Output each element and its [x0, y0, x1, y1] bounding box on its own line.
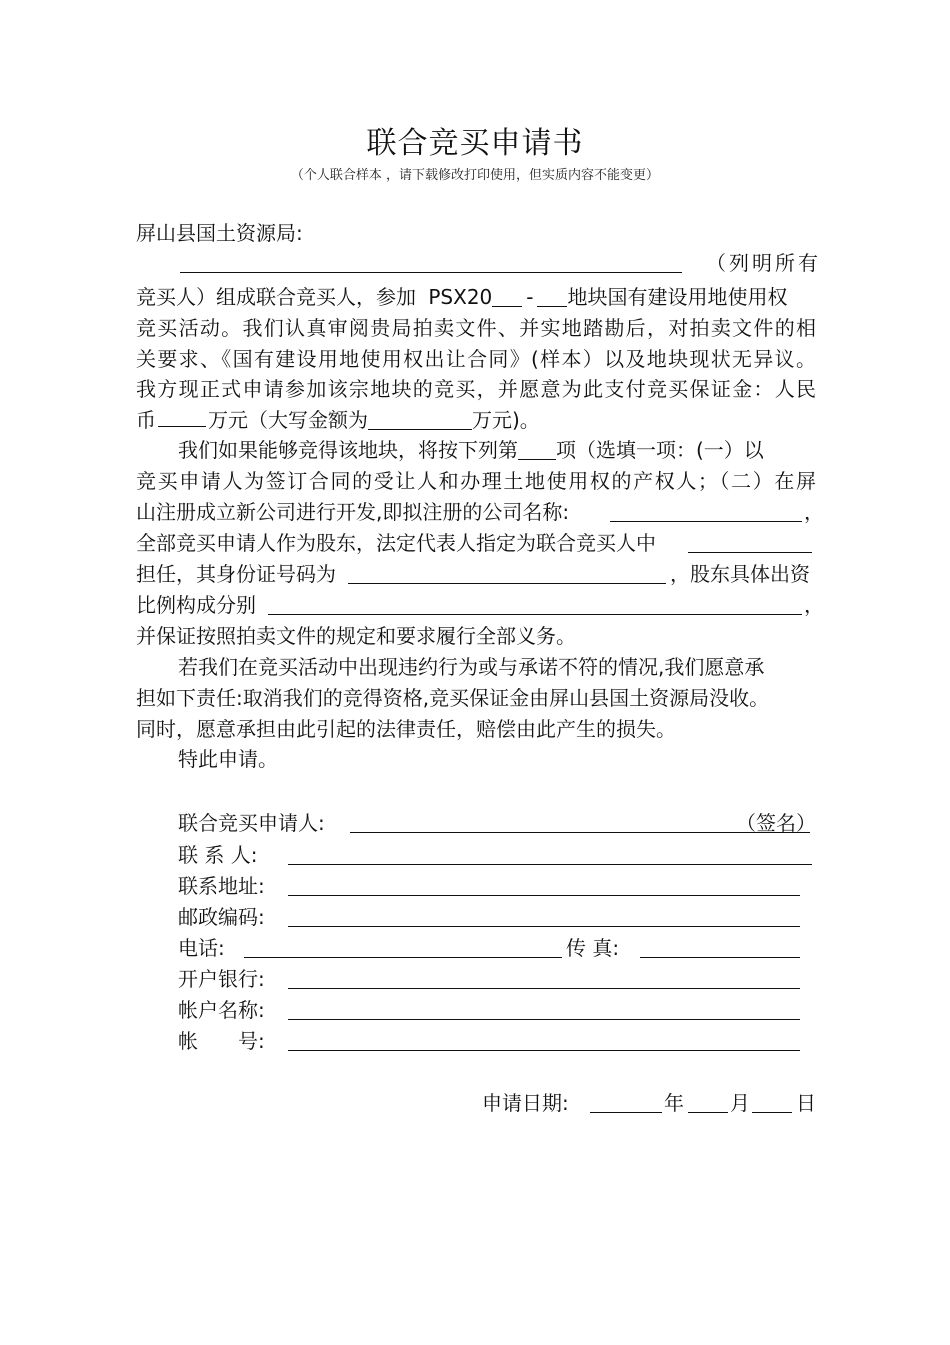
para1-l1-end: （列明所有	[706, 251, 821, 275]
option-choice-blank[interactable]	[518, 437, 556, 460]
account-no-label: 帐 号:	[178, 1029, 265, 1053]
para1-l2-a: 竞买人）组成联合竞买人，参加	[136, 285, 416, 309]
month-label: 月	[730, 1091, 750, 1115]
para3-line2: 担如下责任:取消我们的竞得资格,竞买保证金由屏山县国土资源局没收。	[136, 686, 770, 710]
para2-line5	[136, 559, 816, 589]
address-label: 联系地址:	[178, 874, 265, 898]
para1-line4: 关要求、《国有建设用地使用权出让合同》(样本）以及地块现状无异议。	[136, 347, 816, 371]
contact-label: 联 系 人:	[178, 843, 258, 867]
para2-l6-a: 比例构成分别	[136, 593, 256, 617]
para2-l5-a: 担任，其身份证号码为	[136, 562, 336, 586]
para1-line2	[136, 282, 816, 312]
phone-field[interactable]	[244, 957, 562, 958]
para1-l6-c: 万元)。	[472, 408, 540, 432]
para2-l3-b: ，	[804, 500, 824, 524]
para1-line5: 我方现正式申请参加该宗地块的竞买，并愿意为此支付竞买保证金：人民	[136, 377, 816, 401]
account-name-field[interactable]	[288, 1019, 800, 1020]
deposit-amount-blank[interactable]	[158, 404, 206, 427]
para1-l6-a: 币	[136, 408, 156, 432]
plot-code-year-blank[interactable]	[492, 284, 522, 307]
address-field[interactable]	[288, 895, 800, 896]
month-field[interactable]	[688, 1112, 728, 1113]
deposit-amount-words-blank[interactable]	[368, 407, 472, 430]
company-name-blank[interactable]	[610, 521, 802, 522]
shareholder-ratio-blank[interactable]	[268, 614, 802, 615]
plot-code-number-blank[interactable]	[537, 284, 567, 307]
bank-field[interactable]	[288, 988, 800, 989]
para2-l4-a: 全部竞买申请人作为股东，法定代表人指定为联合竞买人中	[136, 531, 656, 555]
para3-line3: 同时，愿意承担由此引起的法律责任，赔偿由此产生的损失。	[136, 717, 676, 741]
para2-l1-b: 项（选填一项：(一）以	[556, 438, 764, 462]
day-field[interactable]	[752, 1112, 792, 1113]
para2-line7: 并保证按照拍卖文件的规定和要求履行全部义务。	[136, 624, 576, 648]
plot-code-prefix: PSX20	[428, 285, 493, 309]
bidders-blank[interactable]	[180, 272, 682, 273]
para2-line4	[136, 528, 816, 558]
para1-line3: 竞买活动。我们认真审阅贵局拍卖文件、并实地踏勘后，对拍卖文件的相	[136, 316, 816, 340]
fax-field[interactable]	[640, 957, 800, 958]
para2-l3-a: 山注册成立新公司进行开发,即拟注册的公司名称:	[136, 500, 570, 524]
para2-line1	[136, 435, 816, 465]
para1-l6-b: 万元（大写金额为	[208, 408, 368, 432]
contact-field[interactable]	[288, 864, 812, 865]
fax-label: 传 真:	[566, 936, 620, 960]
plot-code-dash: -	[526, 285, 534, 309]
signature-note: （签名）	[736, 811, 816, 835]
postcode-field[interactable]	[288, 926, 800, 927]
para2-l6-b: ，	[804, 593, 824, 617]
postcode-label: 邮政编码:	[178, 905, 265, 929]
para1-l2-b: 地块国有建设用地使用权	[567, 285, 788, 309]
page-title: 联合竞买申请书	[366, 126, 584, 161]
year-field[interactable]	[590, 1112, 662, 1113]
account-name-label: 帐户名称:	[178, 998, 265, 1022]
bank-label: 开户银行:	[178, 967, 265, 991]
year-label: 年	[664, 1091, 684, 1115]
applicant-label: 联合竞买申请人:	[178, 811, 325, 835]
para3-line1: 若我们在竞买活动中出现违约行为或与承诺不符的情况,我们愿意承	[178, 655, 765, 679]
date-label: 申请日期:	[482, 1091, 569, 1115]
legal-rep-blank[interactable]	[688, 552, 812, 553]
para1-line6	[136, 404, 816, 434]
para2-l5-b: ，股东具体出资	[670, 562, 810, 586]
para2-l1-a: 我们如果能够竞得该地块，将按下列第	[178, 438, 518, 462]
para1-line1	[136, 248, 821, 278]
para2-line2: 竞买申请人为签订合同的受让人和办理土地使用权的产权人；（二）在屏	[136, 469, 816, 493]
para2-line6	[136, 590, 824, 620]
account-no-field[interactable]	[288, 1050, 800, 1051]
phone-label: 电话:	[178, 936, 225, 960]
addressee: 屏山县国土资源局:	[136, 221, 303, 245]
id-number-blank[interactable]	[348, 583, 666, 584]
para2-line3	[136, 497, 824, 527]
day-label: 日	[796, 1091, 816, 1115]
page-subtitle: （个人联合样本 ，请下载修改打印使用，但实质内容不能变更）	[290, 168, 660, 183]
closing-text: 特此申请。	[178, 747, 278, 771]
